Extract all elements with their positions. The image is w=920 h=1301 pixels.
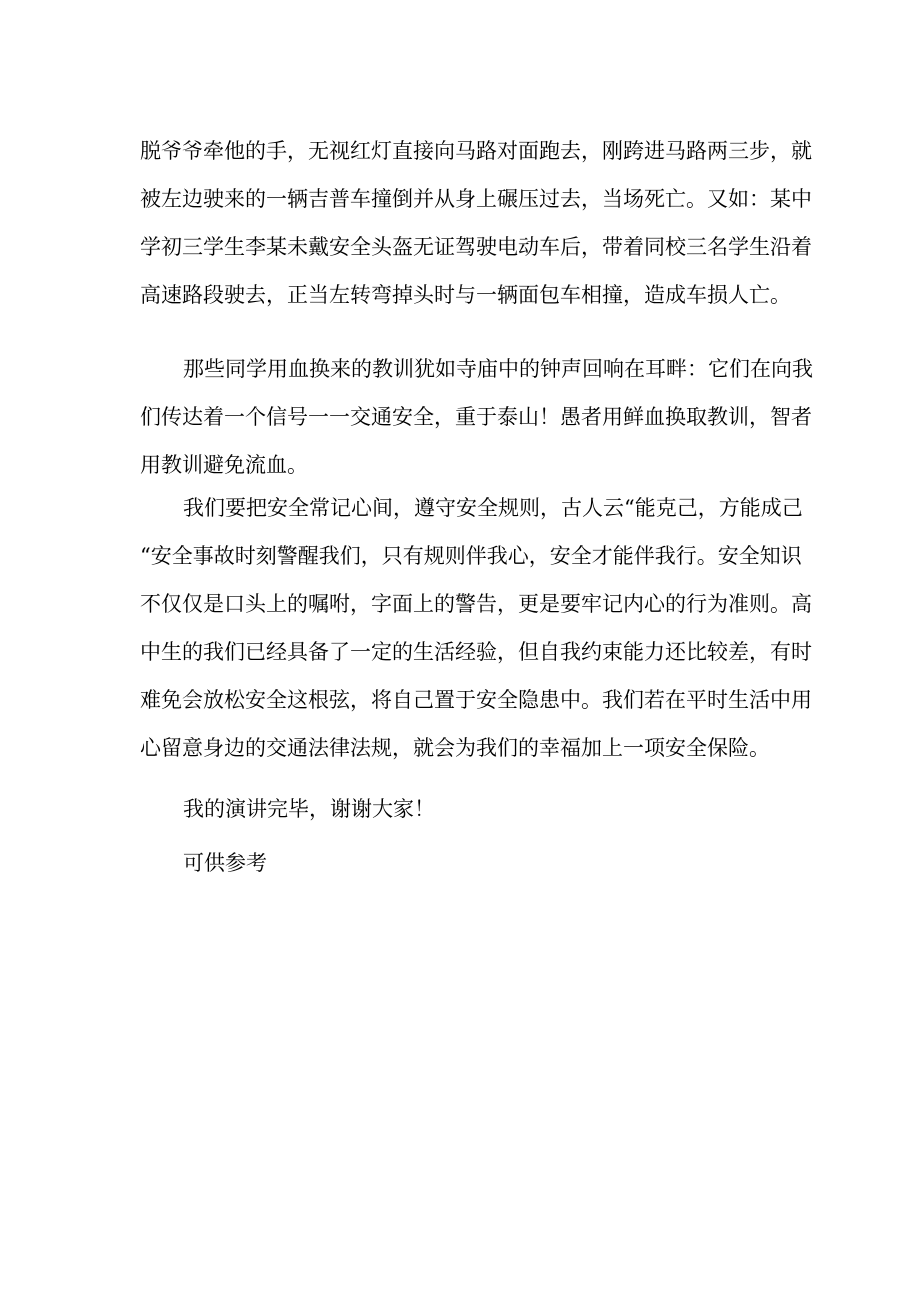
text-line: 高速路段驶去，正当左转弯掉头时与一辆面包车相撞，造成车损人亡。 — [140, 283, 791, 307]
text-line: 学初三学生李某未戴安全头盔无证驾驶电动车后，带着同校三名学生沿着 — [140, 235, 812, 259]
text-line: 被左边驶来的一辆吉普车撞倒并从身上碾压过去，当场死亡。又如：某中 — [140, 187, 812, 211]
paragraph-3 — [140, 484, 812, 772]
text-line: 们传达着一个信号一一交通安全，重于泰山！愚者用鲜血换取教训，智者 — [140, 405, 812, 429]
text-line: 心留意身边的交通法律法规，就会为我们的幸福加上一项安全保险。 — [140, 736, 770, 760]
text-line: 用教训避免流血。 — [140, 453, 308, 477]
text-line: 不仅仅是口头上的嘱咐，字面上的警告，更是要牢记内心的行为准则。高 — [140, 592, 812, 616]
paragraph-1 — [140, 127, 812, 319]
text-line: 那些同学用血换来的教训犹如寺庙中的钟声回响在耳畔：它们在向我 — [183, 357, 813, 381]
text-line: 中生的我们已经具备了一定的生活经验，但自我约束能力还比较差，有时 — [140, 640, 812, 664]
text-line: 脱爷爷牵他的手，无视红灯直接向马路对面跑去，刚跨进马路两三步，就 — [140, 139, 812, 163]
paragraph-2 — [140, 345, 813, 489]
text-line: 我的演讲完毕，谢谢大家！ — [183, 797, 435, 821]
paragraph-4 — [140, 785, 785, 833]
text-line: “安全事故时刻警醒我们，只有规则伴我心，安全才能伴我行。安全知识 — [140, 544, 802, 568]
text-line: 可供参考 — [183, 851, 267, 875]
text-line: 我们要把安全常记心间，遵守安全规则，古人云“能克己，方能成己 — [183, 496, 803, 520]
text-line: 难免会放松安全这根弦，将自己置于安全隐患中。我们若在平时生活中用 — [140, 688, 812, 712]
paragraph-5 — [140, 839, 785, 887]
